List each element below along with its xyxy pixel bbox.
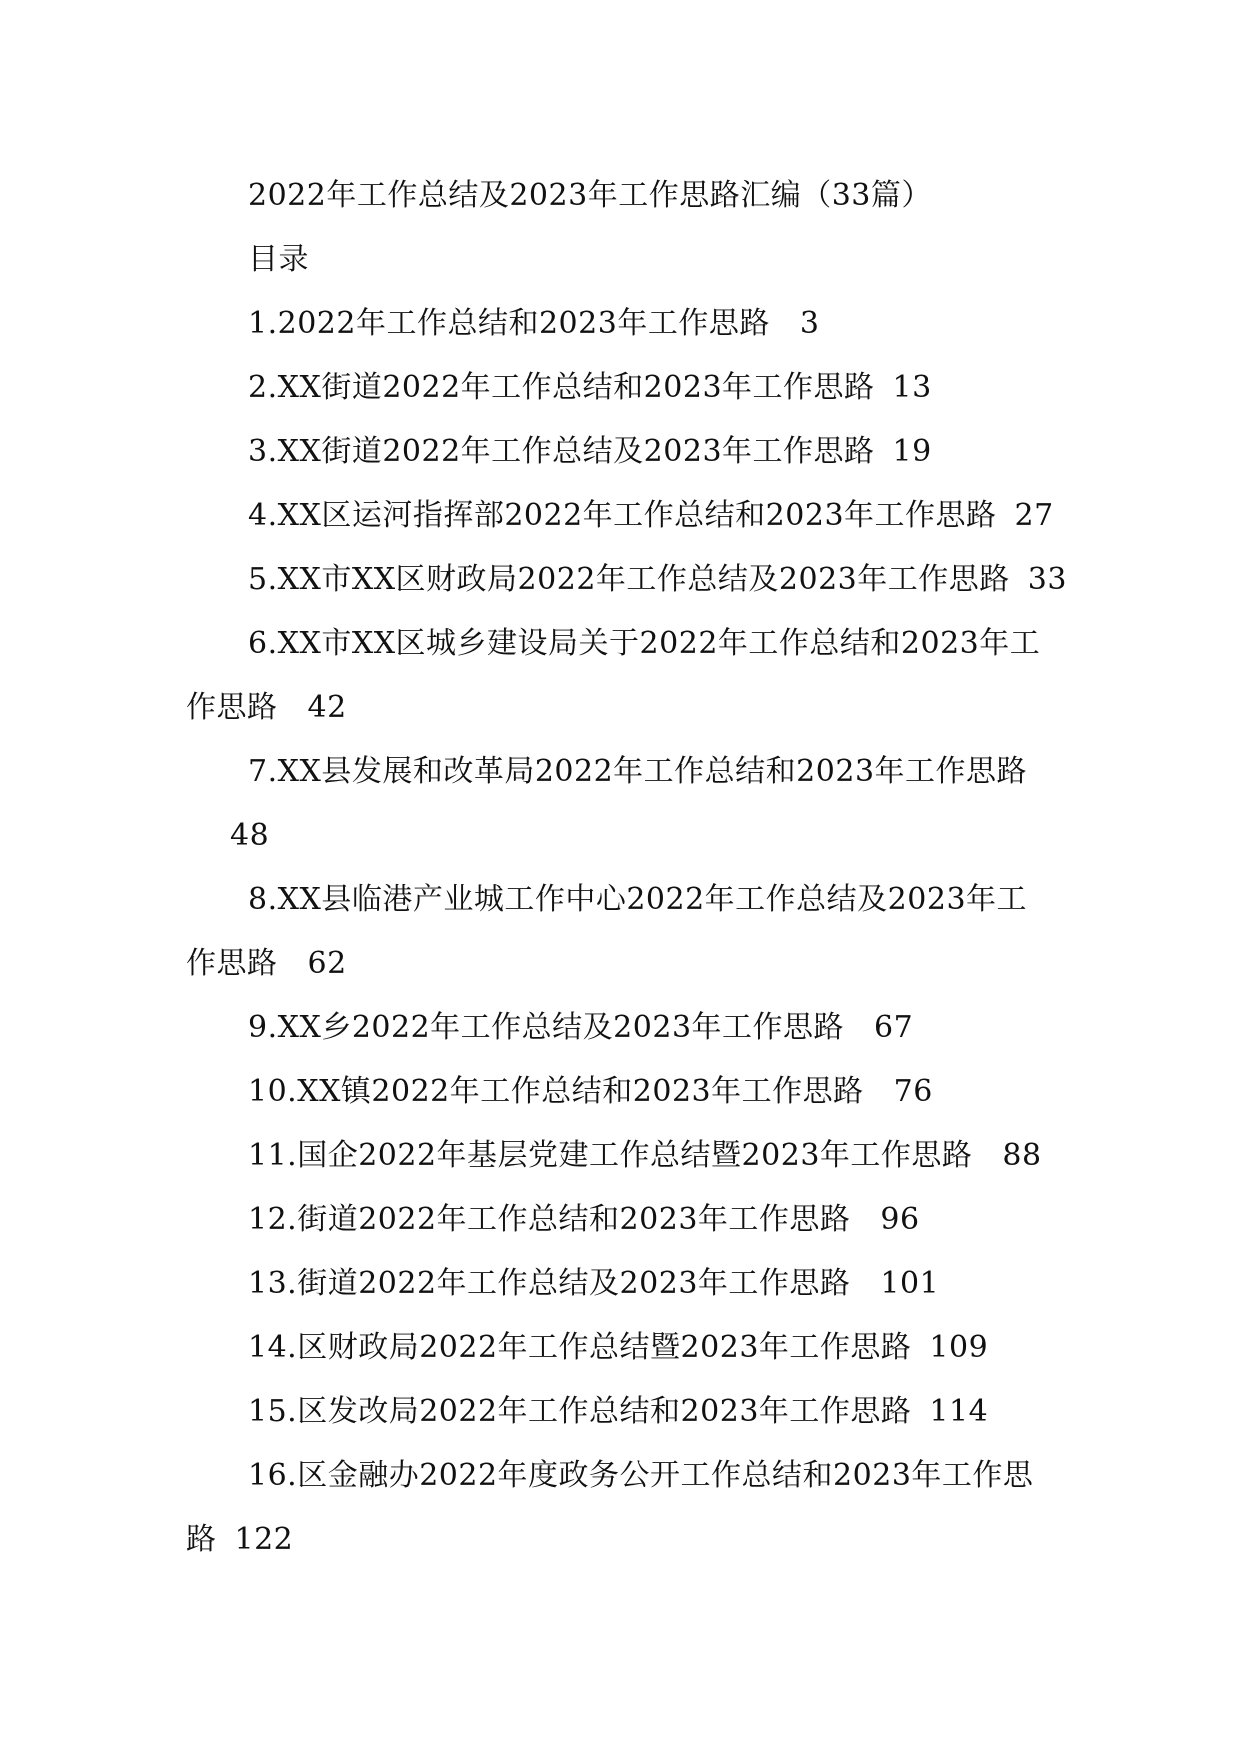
toc-entry-page: 114 <box>929 1394 989 1429</box>
toc-entry[interactable] <box>248 1200 920 1240</box>
toc-entry-title-cont: 作思路 <box>186 690 278 725</box>
toc-entry-continuation[interactable] <box>186 1520 293 1560</box>
toc-entry-title: 3.XX街道2022年工作总结及2023年工作思路 <box>248 434 875 469</box>
toc-entry-page: 62 <box>307 946 347 981</box>
toc-entry-page: 13 <box>892 370 932 405</box>
toc-entry-page: 76 <box>893 1074 933 1109</box>
toc-entry[interactable] <box>248 368 932 408</box>
toc-entry-title: 9.XX乡2022年工作总结及2023年工作思路 <box>248 1010 845 1045</box>
toc-heading <box>248 240 309 280</box>
toc-entry-page: 42 <box>307 690 347 725</box>
toc-entry-title: 5.XX市XX区财政局2022年工作总结及2023年工作思路 <box>248 562 1010 597</box>
toc-entry-title: 2.XX街道2022年工作总结和2023年工作思路 <box>248 370 875 405</box>
toc-entry-title: 10.XX镇2022年工作总结和2023年工作思路 <box>248 1074 864 1109</box>
toc-entry-page: 48 <box>230 818 270 853</box>
toc-entry-title: 1.2022年工作总结和2023年工作思路 <box>248 306 770 341</box>
toc-entry-title: 13.街道2022年工作总结及2023年工作思路 <box>248 1266 851 1301</box>
toc-entry-title: 8.XX县临港产业城工作中心2022年工作总结及2023年工 <box>248 882 1028 917</box>
toc-entry-continuation[interactable] <box>186 688 347 728</box>
toc-entry-title-cont: 路 <box>186 1522 217 1557</box>
toc-entry-continuation[interactable] <box>186 944 347 984</box>
toc-entry[interactable] <box>248 560 1067 600</box>
toc-entry[interactable] <box>248 1008 913 1048</box>
toc-entry[interactable] <box>248 1328 988 1368</box>
toc-entry-title: 4.XX区运河指挥部2022年工作总结和2023年工作思路 <box>248 498 997 533</box>
toc-heading-text: 目录 <box>248 242 309 277</box>
toc-entry[interactable] <box>248 304 819 344</box>
toc-entry[interactable] <box>248 1072 933 1112</box>
toc-entry-page: 27 <box>1014 498 1054 533</box>
toc-entry-page: 67 <box>874 1010 914 1045</box>
toc-entry-page: 88 <box>1002 1138 1042 1173</box>
toc-entry-page: 101 <box>880 1266 940 1301</box>
toc-entry[interactable] <box>248 496 1054 536</box>
toc-entry[interactable] <box>248 1136 1042 1176</box>
toc-entry[interactable] <box>248 624 1040 664</box>
toc-entry[interactable] <box>248 1264 939 1304</box>
toc-entry-title: 12.街道2022年工作总结和2023年工作思路 <box>248 1202 851 1237</box>
toc-entry-title: 11.国企2022年基层党建工作总结暨2023年工作思路 <box>248 1138 973 1173</box>
toc-entry-title: 16.区金融办2022年度政务公开工作总结和2023年工作思 <box>248 1458 1034 1493</box>
toc-entry[interactable] <box>248 880 1027 920</box>
toc-entry[interactable] <box>248 432 932 472</box>
toc-entry-page: 3 <box>799 306 820 341</box>
toc-entry-page: 33 <box>1027 562 1067 597</box>
toc-entry-continuation[interactable] <box>230 816 269 856</box>
toc-entry[interactable] <box>248 752 1027 792</box>
toc-entry-title: 14.区财政局2022年工作总结暨2023年工作思路 <box>248 1330 912 1365</box>
toc-entry-title: 7.XX县发展和改革局2022年工作总结和2023年工作思路 <box>248 754 1028 789</box>
toc-entry-page: 122 <box>234 1522 294 1557</box>
toc-entry[interactable] <box>248 1392 988 1432</box>
document-title <box>248 176 932 216</box>
toc-entry[interactable] <box>248 1456 1033 1496</box>
document-title-text: 2022年工作总结及2023年工作思路汇编（33篇） <box>248 178 932 213</box>
toc-entry-page: 96 <box>880 1202 920 1237</box>
toc-entry-title: 6.XX市XX区城乡建设局关于2022年工作总结和2023年工 <box>248 626 1041 661</box>
toc-entry-title: 15.区发改局2022年工作总结和2023年工作思路 <box>248 1394 912 1429</box>
toc-entry-page: 109 <box>929 1330 989 1365</box>
toc-entry-title-cont: 作思路 <box>186 946 278 981</box>
toc-entry-page: 19 <box>892 434 932 469</box>
